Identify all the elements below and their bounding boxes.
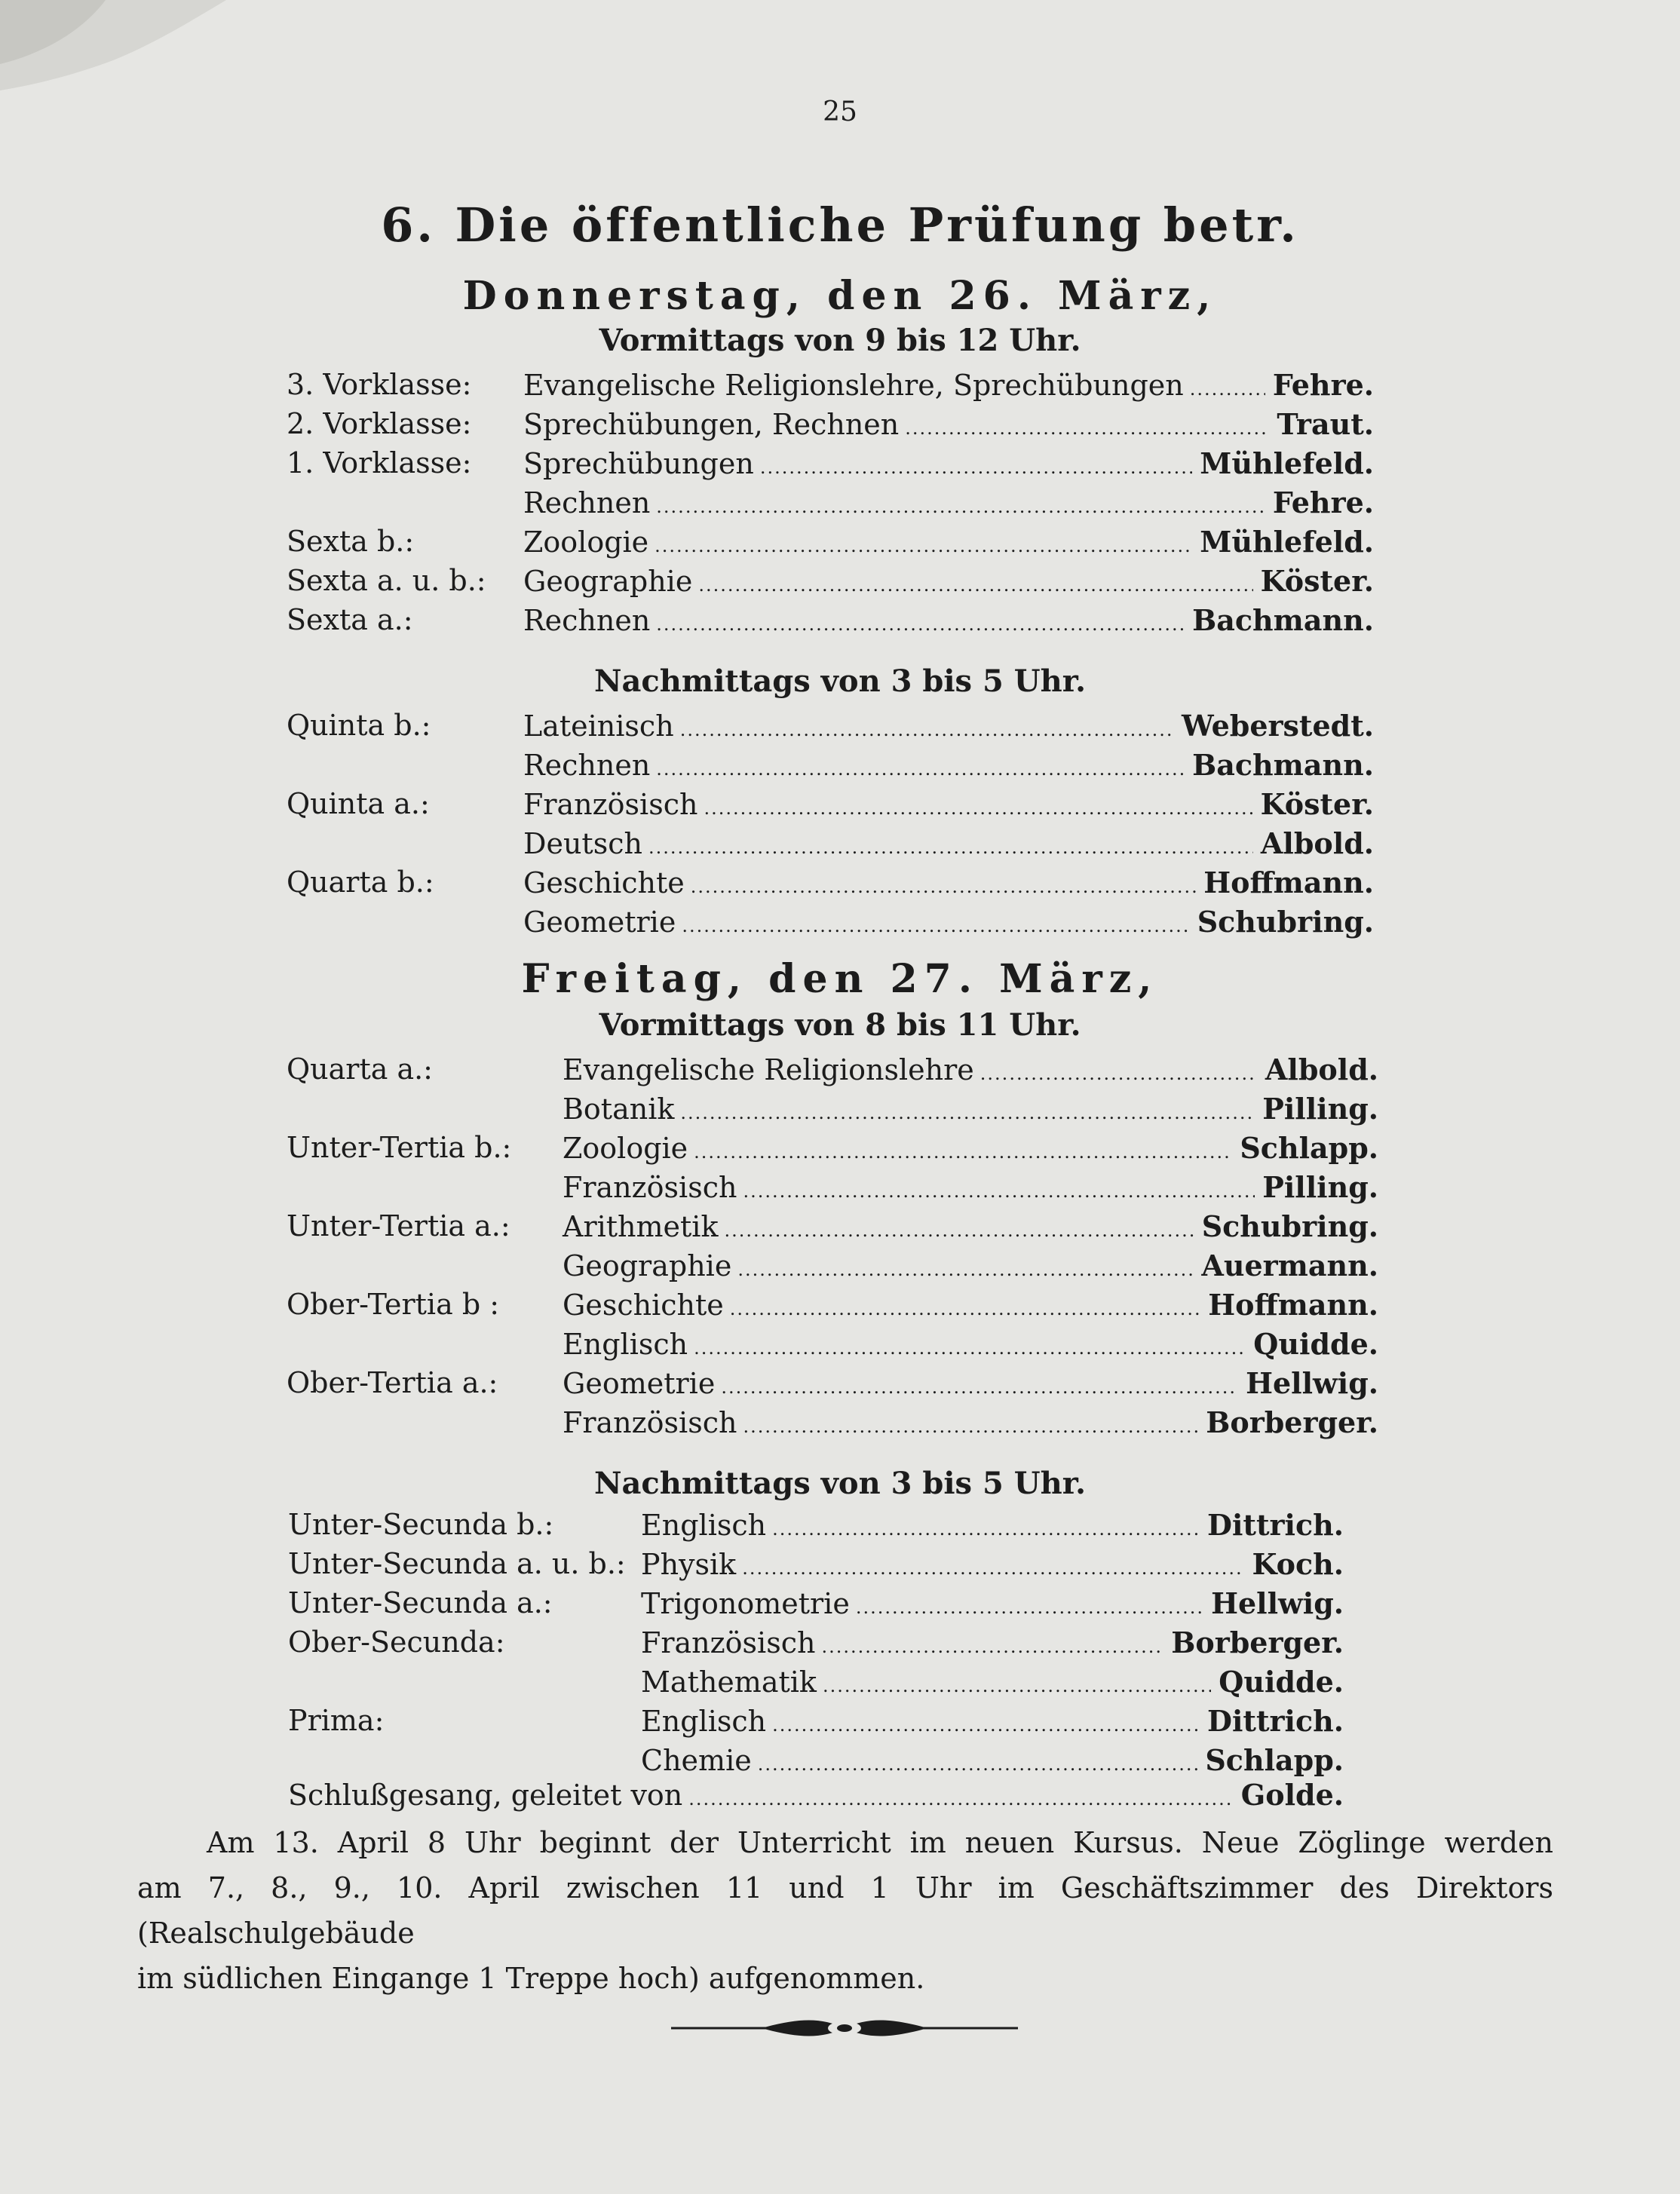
leader-dots bbox=[655, 535, 1192, 556]
leader-dots bbox=[648, 837, 1253, 858]
leader-dots bbox=[772, 1518, 1200, 1540]
subject-entry bbox=[563, 1405, 1378, 1439]
subject-entry bbox=[523, 748, 1374, 782]
teacher-name: Weberstedt. bbox=[1182, 709, 1374, 743]
class-label: Ober-Tertia b : bbox=[287, 1288, 500, 1321]
leader-dots bbox=[823, 1675, 1211, 1696]
class-label: Unter-Secunda a. u. b.: bbox=[288, 1547, 626, 1580]
class-label: Unter-Secunda a.: bbox=[288, 1586, 553, 1619]
subject-entry bbox=[523, 709, 1374, 743]
time-heading-thursday-morning: Vormittags von 9 bis 12 Uhr. bbox=[599, 323, 1081, 358]
schedule-row bbox=[0, 1547, 1680, 1586]
teacher-name: Schlapp. bbox=[1205, 1743, 1344, 1777]
teacher-name: Pilling. bbox=[1262, 1170, 1378, 1204]
subject-name: Geographie bbox=[523, 565, 693, 598]
subject-name: Evangelische Religionslehre, Sprechübungen bbox=[523, 369, 1184, 402]
teacher-name: Borberger. bbox=[1206, 1405, 1378, 1439]
closing-teacher: Golde. bbox=[1240, 1778, 1344, 1812]
subject-entry bbox=[523, 787, 1374, 821]
schedule-row bbox=[0, 1665, 1680, 1704]
teacher-name: Dittrich. bbox=[1207, 1508, 1344, 1542]
schedule-row bbox=[0, 407, 1680, 446]
leader-dots bbox=[737, 1259, 1194, 1280]
leader-dots bbox=[680, 1102, 1255, 1123]
subject-name: Deutsch bbox=[523, 827, 642, 860]
class-label: Unter-Tertia b.: bbox=[287, 1131, 512, 1164]
class-label: Ober-Tertia a.: bbox=[287, 1366, 498, 1399]
subject-name: Trigonometrie bbox=[641, 1587, 850, 1620]
subject-entry bbox=[523, 486, 1374, 519]
teacher-name: Hoffmann. bbox=[1203, 866, 1374, 899]
teacher-name: Quidde. bbox=[1219, 1665, 1344, 1699]
schedule-row bbox=[0, 905, 1680, 944]
subject-name: Zoologie bbox=[523, 526, 649, 559]
teacher-name: Schubring. bbox=[1201, 1209, 1378, 1243]
time-heading-thursday-afternoon: Nachmittags von 3 bis 5 Uhr. bbox=[593, 663, 1087, 699]
subject-entry bbox=[523, 525, 1374, 559]
subject-name: Chemie bbox=[641, 1744, 752, 1777]
closing-subject: Schlußgesang, geleitet von bbox=[288, 1779, 683, 1812]
teacher-name: Hellwig. bbox=[1211, 1586, 1344, 1620]
subject-name: Lateinisch bbox=[523, 709, 674, 743]
teacher-name: Bachmann. bbox=[1192, 603, 1374, 637]
ornament-rule bbox=[671, 2013, 1018, 2043]
subject-entry bbox=[641, 1626, 1344, 1659]
subject-name: Englisch bbox=[563, 1328, 688, 1361]
subject-name: Französisch bbox=[641, 1626, 816, 1659]
teacher-name: Bachmann. bbox=[1192, 748, 1374, 782]
teacher-name: Albold. bbox=[1265, 1053, 1378, 1086]
day-heading-thursday: Donnerstag, den 26. März, bbox=[462, 273, 1218, 319]
class-label: 2. Vorklasse: bbox=[287, 407, 472, 440]
subject-entry bbox=[563, 1092, 1378, 1126]
schedule-row bbox=[0, 525, 1680, 564]
class-label: 1. Vorklasse: bbox=[287, 446, 472, 480]
class-label: Unter-Tertia a.: bbox=[287, 1209, 510, 1243]
subject-name: Englisch bbox=[641, 1705, 767, 1738]
subject-entry bbox=[523, 446, 1374, 480]
schedule-row bbox=[0, 1626, 1680, 1665]
schedule-row bbox=[0, 1053, 1680, 1092]
class-label: Sexta b.: bbox=[287, 525, 415, 558]
schedule-row bbox=[0, 1743, 1680, 1782]
subject-name: Französisch bbox=[563, 1171, 737, 1204]
subject-entry bbox=[641, 1547, 1344, 1581]
schedule-row bbox=[0, 1704, 1680, 1743]
class-label: Quarta a.: bbox=[287, 1053, 433, 1086]
teacher-name: Schubring. bbox=[1197, 905, 1374, 939]
schedule-row bbox=[0, 1209, 1680, 1249]
subject-entry bbox=[523, 603, 1374, 637]
subject-entry bbox=[523, 826, 1374, 860]
class-label: Unter-Secunda b.: bbox=[288, 1508, 554, 1541]
leader-dots bbox=[821, 1636, 1163, 1657]
leader-dots bbox=[656, 614, 1185, 635]
schedule-row bbox=[0, 1288, 1680, 1327]
teacher-name: Albold. bbox=[1260, 826, 1374, 860]
teacher-name: Schlapp. bbox=[1240, 1131, 1378, 1165]
schedule-row bbox=[0, 1327, 1680, 1366]
leader-dots bbox=[743, 1181, 1255, 1202]
subject-entry bbox=[641, 1508, 1344, 1542]
subject-entry bbox=[563, 1366, 1378, 1400]
class-label: Quinta b.: bbox=[287, 709, 431, 742]
leader-dots bbox=[760, 457, 1192, 478]
subject-name: Französisch bbox=[523, 788, 698, 821]
teacher-name: Hellwig. bbox=[1246, 1366, 1378, 1400]
teacher-name: Köster. bbox=[1260, 564, 1374, 598]
subject-entry bbox=[563, 1170, 1378, 1204]
class-label: Sexta a.: bbox=[287, 603, 413, 636]
leader-dots bbox=[730, 1298, 1200, 1319]
schedule-row bbox=[0, 486, 1680, 525]
subject-name: Geschichte bbox=[563, 1289, 724, 1322]
subject-entry bbox=[523, 368, 1374, 402]
leader-dots bbox=[905, 418, 1269, 439]
leader-dots bbox=[743, 1416, 1198, 1437]
leader-dots bbox=[856, 1597, 1203, 1618]
class-label: 3. Vorklasse: bbox=[287, 368, 472, 401]
teacher-name: Koch. bbox=[1252, 1547, 1344, 1581]
subject-name: Geographie bbox=[563, 1249, 732, 1282]
subject-name: Geschichte bbox=[523, 866, 685, 899]
teacher-name: Dittrich. bbox=[1207, 1704, 1344, 1738]
schedule-row bbox=[0, 1249, 1680, 1288]
subject-entry bbox=[563, 1053, 1378, 1086]
leader-dots bbox=[721, 1377, 1238, 1398]
class-label: Quinta a.: bbox=[287, 787, 430, 820]
leader-dots bbox=[688, 1788, 1234, 1809]
subject-entry bbox=[641, 1704, 1344, 1738]
subject-entry bbox=[523, 905, 1374, 939]
subject-entry bbox=[563, 1249, 1378, 1282]
teacher-name: Mühlefeld. bbox=[1200, 525, 1374, 559]
subject-name: Zoologie bbox=[563, 1132, 688, 1165]
subject-entry bbox=[641, 1586, 1344, 1620]
schedule-row bbox=[0, 826, 1680, 866]
teacher-name: Köster. bbox=[1260, 787, 1374, 821]
schedule-row bbox=[0, 1092, 1680, 1131]
teacher-name: Borberger. bbox=[1171, 1626, 1344, 1659]
schedule-row bbox=[0, 1508, 1680, 1547]
subject-entry bbox=[523, 564, 1374, 598]
subject-entry bbox=[523, 866, 1374, 899]
time-heading-friday-afternoon: Nachmittags von 3 bis 5 Uhr. bbox=[593, 1466, 1087, 1501]
leader-dots bbox=[694, 1141, 1232, 1163]
schedule-row bbox=[0, 709, 1680, 748]
subject-entry bbox=[563, 1131, 1378, 1165]
teacher-name: Traut. bbox=[1277, 407, 1374, 441]
leader-dots bbox=[691, 876, 1196, 897]
page-number: 25 bbox=[823, 97, 857, 127]
leader-dots bbox=[1190, 378, 1265, 400]
schedule-row bbox=[0, 1170, 1680, 1209]
leader-dots bbox=[980, 1063, 1258, 1084]
subject-entry bbox=[641, 1665, 1344, 1699]
subject-name: Rechnen bbox=[523, 749, 651, 782]
schedule-row bbox=[0, 1366, 1680, 1405]
schedule-row bbox=[0, 1131, 1680, 1170]
day-heading-friday: Freitag, den 27. März, bbox=[521, 956, 1159, 1002]
leader-dots bbox=[656, 758, 1185, 780]
closing-subject-entry bbox=[288, 1778, 1344, 1812]
closing-row bbox=[0, 1778, 1680, 1817]
subject-name: Geometrie bbox=[563, 1367, 716, 1400]
subject-name: Geometrie bbox=[523, 905, 676, 939]
teacher-name: Hoffmann. bbox=[1208, 1288, 1378, 1322]
subject-name: Botanik bbox=[563, 1092, 675, 1126]
leader-dots bbox=[742, 1558, 1244, 1579]
subject-name: Mathematik bbox=[641, 1665, 817, 1699]
leader-dots bbox=[680, 719, 1174, 740]
subject-name: Französisch bbox=[563, 1406, 737, 1439]
schedule-row bbox=[0, 866, 1680, 905]
teacher-name: Fehre. bbox=[1272, 368, 1374, 402]
class-label: Prima: bbox=[288, 1704, 385, 1737]
schedule-row bbox=[0, 787, 1680, 826]
teacher-name: Mühlefeld. bbox=[1200, 446, 1374, 480]
notice-paragraph bbox=[137, 1820, 1553, 2001]
schedule-row bbox=[0, 564, 1680, 603]
schedule-row bbox=[0, 368, 1680, 407]
teacher-name: Fehre. bbox=[1272, 486, 1374, 519]
subject-entry bbox=[523, 407, 1374, 441]
teacher-name: Pilling. bbox=[1262, 1092, 1378, 1126]
schedule-row bbox=[0, 603, 1680, 642]
leader-dots bbox=[698, 575, 1252, 596]
subject-name: Physik bbox=[641, 1548, 737, 1581]
leader-dots bbox=[682, 915, 1189, 936]
schedule-row bbox=[0, 1586, 1680, 1626]
notice-line: Am 13. April 8 Uhr beginnt der Unterricht im neuen Kursus. Neue Zöglinge werden bbox=[207, 1826, 1553, 1859]
schedule-row bbox=[0, 446, 1680, 486]
subject-name: Rechnen bbox=[523, 486, 651, 519]
subject-entry bbox=[563, 1209, 1378, 1243]
leader-dots bbox=[704, 798, 1252, 819]
class-label: Sexta a. u. b.: bbox=[287, 564, 486, 597]
leader-dots bbox=[772, 1714, 1200, 1736]
notice-line: am 7., 8., 9., 10. April zwischen 11 und 1 Uhr im Geschäftszimmer des Direktors (Realschulgebäude bbox=[137, 1871, 1553, 1950]
schedule-row bbox=[0, 748, 1680, 787]
paper-stain bbox=[0, 0, 317, 106]
class-label: Quarta b.: bbox=[287, 866, 434, 899]
subject-entry bbox=[641, 1743, 1344, 1777]
class-label: Ober-Secunda: bbox=[288, 1626, 505, 1659]
subject-name: Arithmetik bbox=[563, 1210, 719, 1243]
notice-line: im südlichen Eingange 1 Treppe hoch) aufgenommen. bbox=[137, 1962, 925, 1995]
leader-dots bbox=[724, 1220, 1194, 1241]
subject-name: Sprechübungen bbox=[523, 447, 754, 480]
leader-dots bbox=[694, 1338, 1246, 1359]
schedule-row bbox=[0, 1405, 1680, 1445]
subject-entry bbox=[563, 1288, 1378, 1322]
subject-name: Englisch bbox=[641, 1509, 767, 1542]
subject-entry bbox=[563, 1327, 1378, 1361]
subject-name: Evangelische Religionslehre bbox=[563, 1053, 974, 1086]
subject-name: Sprechübungen, Rechnen bbox=[523, 408, 900, 441]
subject-name: Rechnen bbox=[523, 604, 651, 637]
section-title: 6. Die öffentliche Prüfung betr. bbox=[381, 198, 1299, 253]
leader-dots bbox=[758, 1754, 1198, 1775]
teacher-name: Quidde. bbox=[1253, 1327, 1378, 1361]
leader-dots bbox=[656, 496, 1265, 517]
time-heading-friday-morning: Vormittags von 8 bis 11 Uhr. bbox=[599, 1007, 1081, 1043]
teacher-name: Auermann. bbox=[1201, 1249, 1378, 1282]
